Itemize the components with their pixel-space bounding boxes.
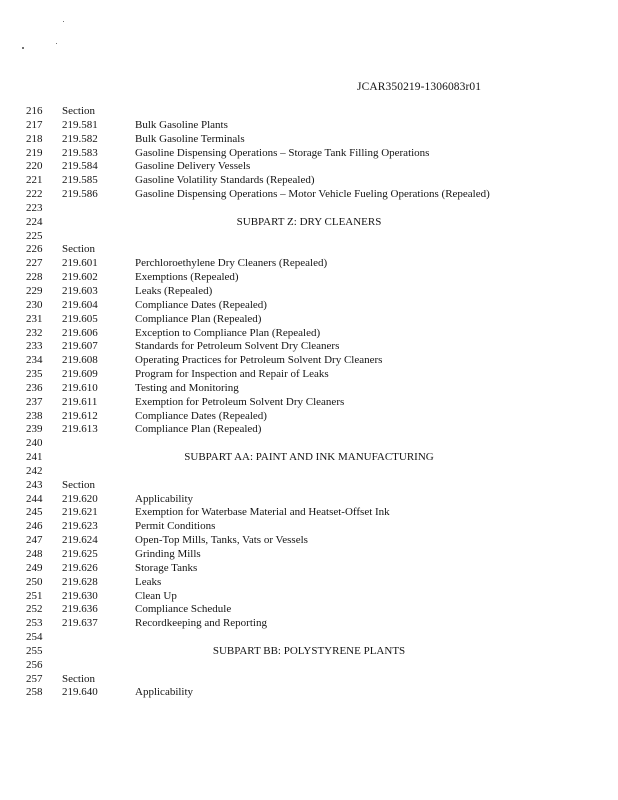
section-title: Exemptions (Repealed) [135, 271, 239, 284]
section-title: Testing and Monitoring [135, 381, 239, 394]
section-number: 219.608 [62, 354, 98, 367]
section-entry-line [0, 368, 618, 382]
section-title: Exemption for Waterbase Material and Heatset-Offset Ink [135, 506, 390, 519]
section-entry-line [0, 313, 618, 327]
section-number: 219.636 [62, 603, 98, 616]
line-number: 219 [26, 146, 43, 159]
document-id: JCAR350219-1306083r01 [357, 81, 482, 93]
line-number: 244 [26, 492, 43, 505]
line-number: 253 [26, 617, 43, 630]
line-number: 235 [26, 368, 43, 381]
section-number: 219.602 [62, 271, 98, 284]
line-number: 250 [26, 575, 43, 588]
section-title: Gasoline Dispensing Operations – Storage Tank Filling Operations [135, 146, 430, 159]
line-number: 258 [26, 686, 43, 699]
section-number: 219.625 [62, 548, 98, 560]
line-number: 241 [26, 451, 43, 464]
subpart-heading-text: SUBPART AA: PAINT AND INK MANUFACTURING [184, 451, 434, 464]
section-entry-line [0, 271, 618, 285]
line-number: 249 [26, 561, 43, 574]
section-title: Clean Up [135, 589, 177, 602]
section-entry-line [0, 686, 618, 700]
section-entry-line [0, 493, 618, 507]
subpart-heading-line [0, 645, 618, 659]
section-entry-line [0, 520, 618, 534]
section-entry-line [0, 188, 618, 202]
subpart-heading [0, 645, 618, 659]
line-number: 222 [26, 188, 43, 201]
subpart-heading-line [0, 451, 618, 465]
section-entry-line [0, 396, 618, 410]
line-number: 251 [26, 589, 43, 602]
section-title: Gasoline Volatility Standards (Repealed) [135, 174, 315, 187]
section-entry-line [0, 548, 618, 562]
section-title: Bulk Gasoline Terminals [135, 132, 245, 145]
line-number: 237 [26, 395, 43, 408]
section-number: 219.628 [62, 575, 98, 588]
subpart-heading [0, 216, 618, 230]
section-number: 219.623 [62, 520, 98, 533]
section-entry-line [0, 285, 618, 299]
line-number: 220 [26, 160, 43, 173]
section-label: Section [62, 105, 95, 117]
blank-line [0, 202, 618, 216]
section-title: Compliance Plan (Repealed) [135, 423, 262, 436]
section-entry-line [0, 590, 618, 604]
line-number: 216 [26, 105, 43, 117]
section-number: 219.586 [62, 188, 98, 201]
section-label-line [0, 673, 618, 687]
section-title: Gasoline Delivery Vessels [135, 160, 251, 173]
scan-speck [63, 21, 64, 22]
section-number: 219.583 [62, 146, 98, 159]
section-number: 219.624 [62, 534, 98, 547]
subpart-heading-text: SUBPART BB: POLYSTYRENE PLANTS [212, 644, 406, 657]
document-body [0, 105, 618, 700]
line-number: 234 [26, 354, 43, 367]
section-number: 219.610 [62, 381, 98, 394]
section-number: 219.637 [62, 617, 98, 630]
section-title: Applicability [135, 686, 194, 699]
section-number: 219.585 [62, 174, 98, 187]
line-number: 257 [26, 672, 43, 685]
section-number: 219.620 [62, 492, 98, 505]
section-entry-line [0, 147, 618, 161]
subpart-heading-line [0, 216, 618, 230]
line-number: 231 [26, 312, 43, 325]
line-number: 255 [26, 644, 43, 657]
section-entry-line [0, 617, 618, 631]
line-number: 217 [26, 118, 43, 131]
section-title: Perchloroethylene Dry Cleaners (Repealed) [135, 257, 328, 270]
line-number: 229 [26, 284, 43, 297]
section-number: 219.630 [62, 589, 98, 602]
section-title: Applicability [135, 492, 194, 505]
line-number: 245 [26, 506, 43, 519]
line-number: 238 [26, 409, 43, 422]
section-title: Exemption for Petroleum Solvent Dry Cleaners [135, 395, 345, 408]
section-number: 219.582 [62, 132, 98, 145]
line-number: 223 [26, 201, 43, 214]
section-entry-line [0, 133, 618, 147]
section-entry-line [0, 327, 618, 341]
section-entry-line [0, 410, 618, 424]
section-entry-line [0, 423, 618, 437]
section-label: Section [62, 243, 95, 256]
line-number: 247 [26, 534, 43, 547]
section-title: Gasoline Dispensing Operations – Motor Vehicle Fueling Operations (Repealed) [135, 188, 490, 201]
section-label-line [0, 105, 618, 119]
section-title: Program for Inspection and Repair of Leaks [135, 368, 329, 381]
line-number: 232 [26, 326, 43, 339]
section-number: 219.604 [62, 298, 98, 311]
line-number: 233 [26, 340, 43, 353]
section-number: 219.581 [62, 118, 98, 131]
section-title: Leaks [135, 575, 162, 588]
section-title: Open-Top Mills, Tanks, Vats or Vessels [135, 534, 308, 547]
section-title: Permit Conditions [135, 520, 216, 533]
section-number: 219.611 [62, 395, 98, 408]
line-number: 242 [26, 464, 43, 477]
section-title: Storage Tanks [135, 561, 198, 574]
blank-line [0, 465, 618, 479]
section-number: 219.613 [62, 423, 98, 436]
line-number: 227 [26, 257, 43, 270]
section-entry-line [0, 299, 618, 313]
section-number: 219.607 [62, 340, 98, 353]
section-entry-line [0, 562, 618, 576]
section-entry-line [0, 257, 618, 271]
section-entry-line [0, 340, 618, 354]
subpart-heading-text: SUBPART Z: DRY CLEANERS [236, 215, 382, 228]
section-number: 219.584 [62, 160, 98, 173]
section-title: Standards for Petroleum Solvent Dry Cleaners [135, 340, 340, 353]
section-entry-line [0, 534, 618, 548]
blank-line [0, 437, 618, 451]
subpart-heading [0, 451, 618, 465]
section-entry-line [0, 603, 618, 617]
section-number: 219.605 [62, 312, 98, 325]
section-label: Section [62, 672, 95, 685]
line-number: 228 [26, 271, 43, 284]
section-title: Compliance Dates (Repealed) [135, 298, 267, 311]
line-number: 254 [26, 631, 43, 644]
section-title: Grinding Mills [135, 548, 201, 560]
section-number: 219.609 [62, 368, 98, 381]
section-title: Compliance Dates (Repealed) [135, 409, 267, 422]
section-number: 219.626 [62, 561, 98, 574]
blank-line [0, 631, 618, 645]
line-number: 221 [26, 174, 43, 187]
line-number: 248 [26, 548, 43, 560]
section-entry-line [0, 506, 618, 520]
section-label-line [0, 243, 618, 257]
section-title: Exception to Compliance Plan (Repealed) [135, 326, 321, 339]
section-label: Section [62, 478, 95, 491]
section-entry-line [0, 160, 618, 174]
line-number: 243 [26, 478, 43, 491]
line-number: 236 [26, 381, 43, 394]
line-number: 256 [26, 658, 43, 671]
blank-line [0, 230, 618, 244]
line-number: 246 [26, 520, 43, 533]
section-number: 219.606 [62, 326, 98, 339]
line-number: 225 [26, 229, 43, 242]
section-number: 219.612 [62, 409, 98, 422]
section-title: Compliance Schedule [135, 603, 232, 616]
line-number: 226 [26, 243, 43, 256]
line-number: 230 [26, 298, 43, 311]
section-title: Compliance Plan (Repealed) [135, 312, 262, 325]
scan-speck [22, 47, 24, 49]
section-title: Operating Practices for Petroleum Solvent Dry Cleaners [135, 354, 383, 367]
section-number: 219.640 [62, 686, 98, 699]
section-entry-line [0, 119, 618, 133]
section-title: Bulk Gasoline Plants [135, 118, 228, 131]
section-title: Leaks (Repealed) [135, 284, 213, 297]
section-number: 219.601 [62, 257, 98, 270]
section-entry-line [0, 576, 618, 590]
section-title: Recordkeeping and Reporting [135, 617, 267, 630]
section-entry-line [0, 174, 618, 188]
scan-speck [56, 43, 57, 44]
line-number: 252 [26, 603, 43, 616]
section-entry-line [0, 382, 618, 396]
blank-line [0, 659, 618, 673]
line-number: 218 [26, 132, 43, 145]
line-number: 240 [26, 437, 43, 450]
section-number: 219.603 [62, 284, 98, 297]
section-label-line [0, 479, 618, 493]
section-number: 219.621 [62, 506, 98, 519]
section-entry-line [0, 354, 618, 368]
line-number: 239 [26, 423, 43, 436]
line-number: 224 [26, 215, 43, 228]
